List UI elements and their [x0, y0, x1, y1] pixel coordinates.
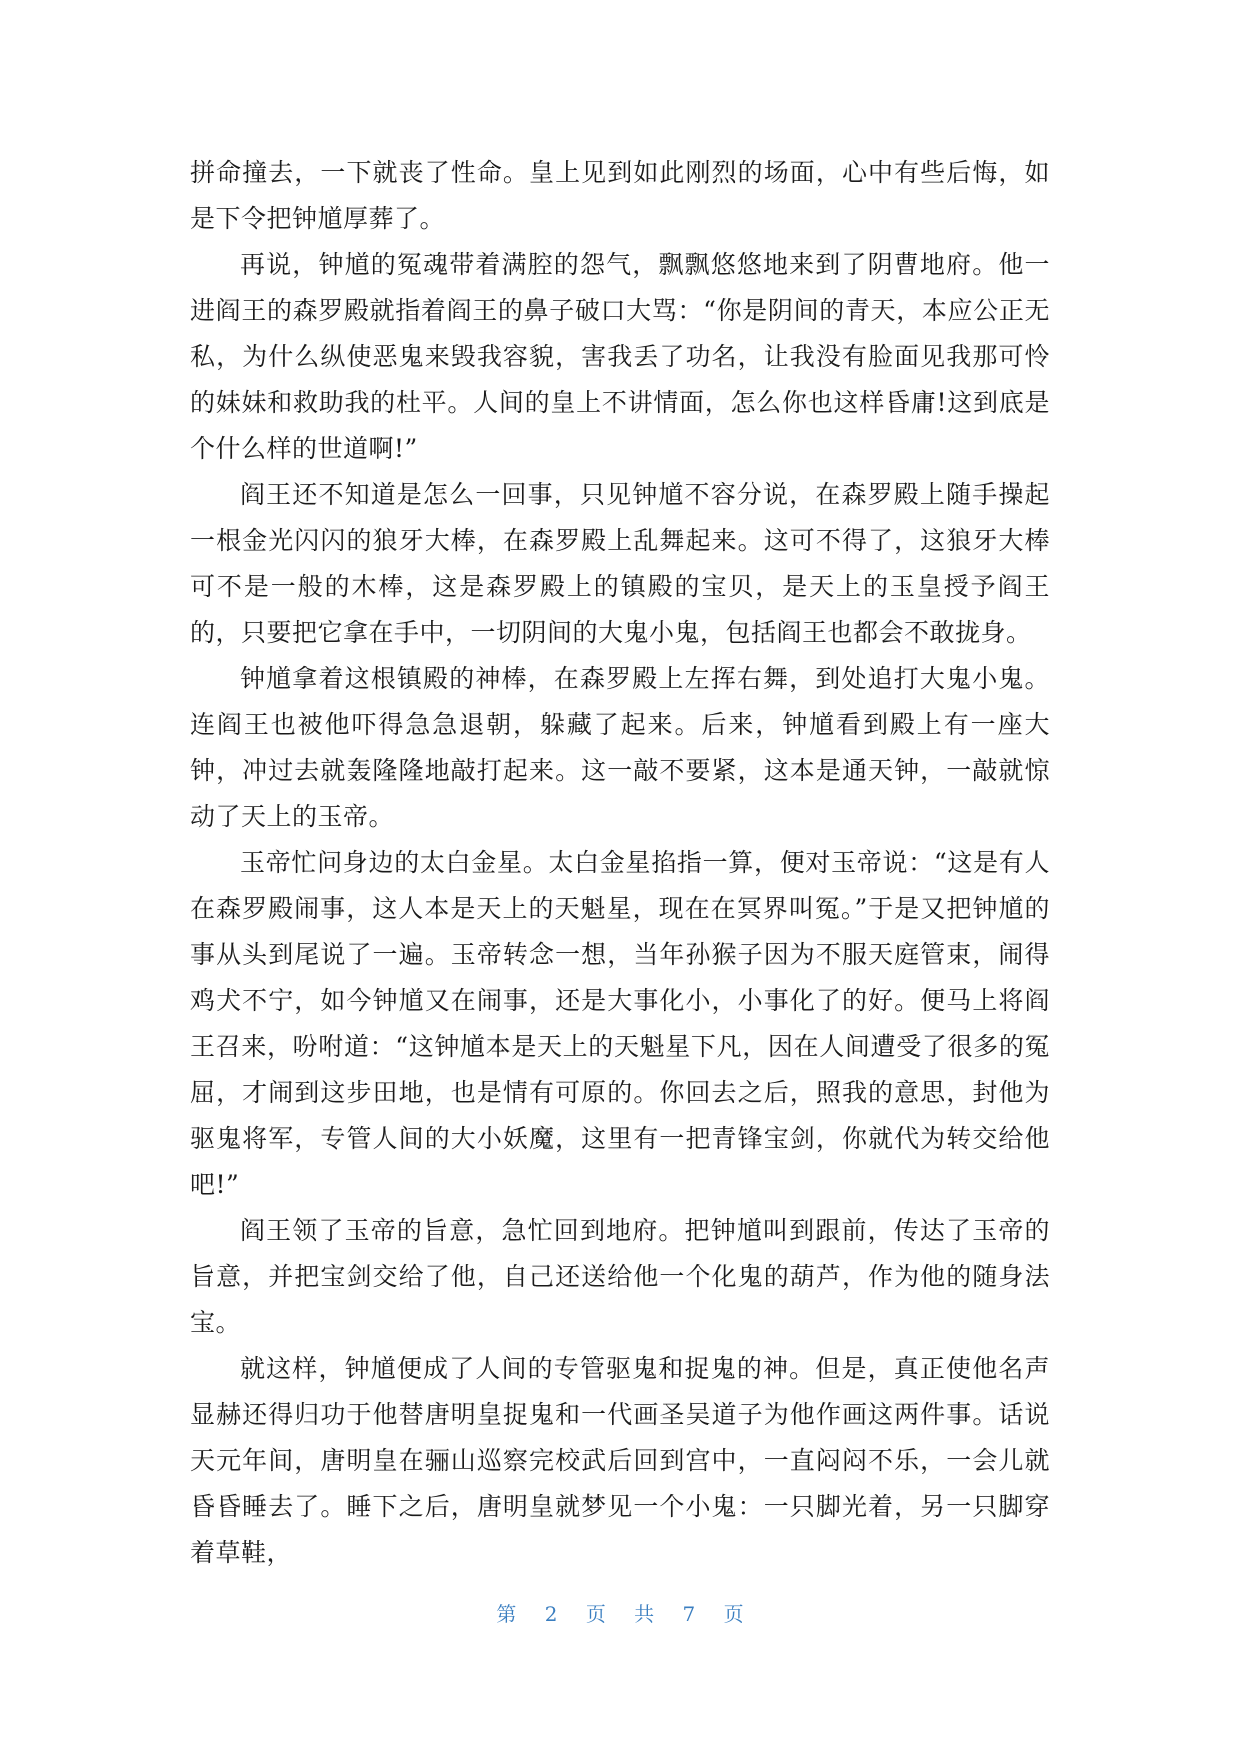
- paragraph: 阎王领了玉帝的旨意，急忙回到地府。把钟馗叫到跟前，传达了玉帝的旨意，并把宝剑交给了他，自己还送给他一个化鬼的葫芦，作为他的随身法宝。: [190, 1216, 1050, 1337]
- paragraph: 阎王还不知道是怎么一回事，只见钟馗不容分说，在森罗殿上随手操起一根金光闪闪的狼牙大棒，在森罗殿上乱舞起来。这可不得了，这狼牙大棒可不是一般的木棒，这是森罗殿上的镇殿的宝贝，是天上的玉皇授予阎王的，只要把它拿在手中，一切阴间的大鬼小鬼，包括阎王也都会不敢拢身。: [190, 480, 1050, 647]
- current-page-number: 2: [544, 1602, 559, 1626]
- footer-ye2: 页: [723, 1602, 745, 1626]
- paragraph: 钟馗拿着这根镇殿的神棒，在森罗殿上左挥右舞，到处追打大鬼小鬼。连阎王也被他吓得急急退朝，躲藏了起来。后来，钟馗看到殿上有一座大钟，冲过去就轰隆隆地敲打起来。这一敲不要紧，这本是通天钟，一敲就惊动了天上的玉帝。: [190, 664, 1050, 831]
- total-page-number: 7: [682, 1602, 697, 1626]
- paragraph: 再说，钟馗的冤魂带着满腔的怨气，飘飘悠悠地来到了阴曹地府。他一进阎王的森罗殿就指着阎王的鼻子破口大骂：“你是阴间的青天，本应公正无私，为什么纵使恶鬼来毁我容貌，害我丢了功名，让我没有脸面见我那可怜的妹妹和救助我的杜平。人间的皇上不讲情面，怎么你也这样昏庸!这到底是个什么样的世道啊!”: [190, 250, 1050, 463]
- paragraph: 就这样，钟馗便成了人间的专管驱鬼和捉鬼的神。但是，真正使他名声显赫还得归功于他替唐明皇捉鬼和一代画圣吴道子为他作画这两件事。话说天元年间，唐明皇在骊山巡察完校武后回到宫中，一直闷闷不乐，一会儿就昏昏睡去了。睡下之后，唐明皇就梦见一个小鬼：一只脚光着，另一只脚穿着草鞋，: [190, 1354, 1050, 1567]
- footer-ye: 页: [585, 1602, 607, 1626]
- page-footer: [0, 1598, 1241, 1627]
- footer-gong: 共: [634, 1602, 656, 1626]
- footer-di: 第: [496, 1602, 518, 1626]
- paragraph: 拼命撞去，一下就丧了性命。皇上见到如此刚烈的场面，心中有些后悔，如是下令把钟馗厚葬了。: [190, 158, 1050, 233]
- document-body: [190, 150, 1050, 1576]
- paragraph: 玉帝忙问身边的太白金星。太白金星掐指一算，便对玉帝说：“这是有人在森罗殿闹事，这人本是天上的天魁星，现在在冥界叫冤。”于是又把钟馗的事从头到尾说了一遍。玉帝转念一想，当年孙猴子因为不服天庭管束，闹得鸡犬不宁，如今钟馗又在闹事，还是大事化小，小事化了的好。便马上将阎王召来，吩咐道：“这钟馗本是天上的天魁星下凡，因在人间遭受了很多的冤屈，才闹到这步田地，也是情有可原的。你回去之后，照我的意思，封他为驱鬼将军，专管人间的大小妖魔，这里有一把青锋宝剑，你就代为转交给他吧!”: [190, 848, 1050, 1199]
